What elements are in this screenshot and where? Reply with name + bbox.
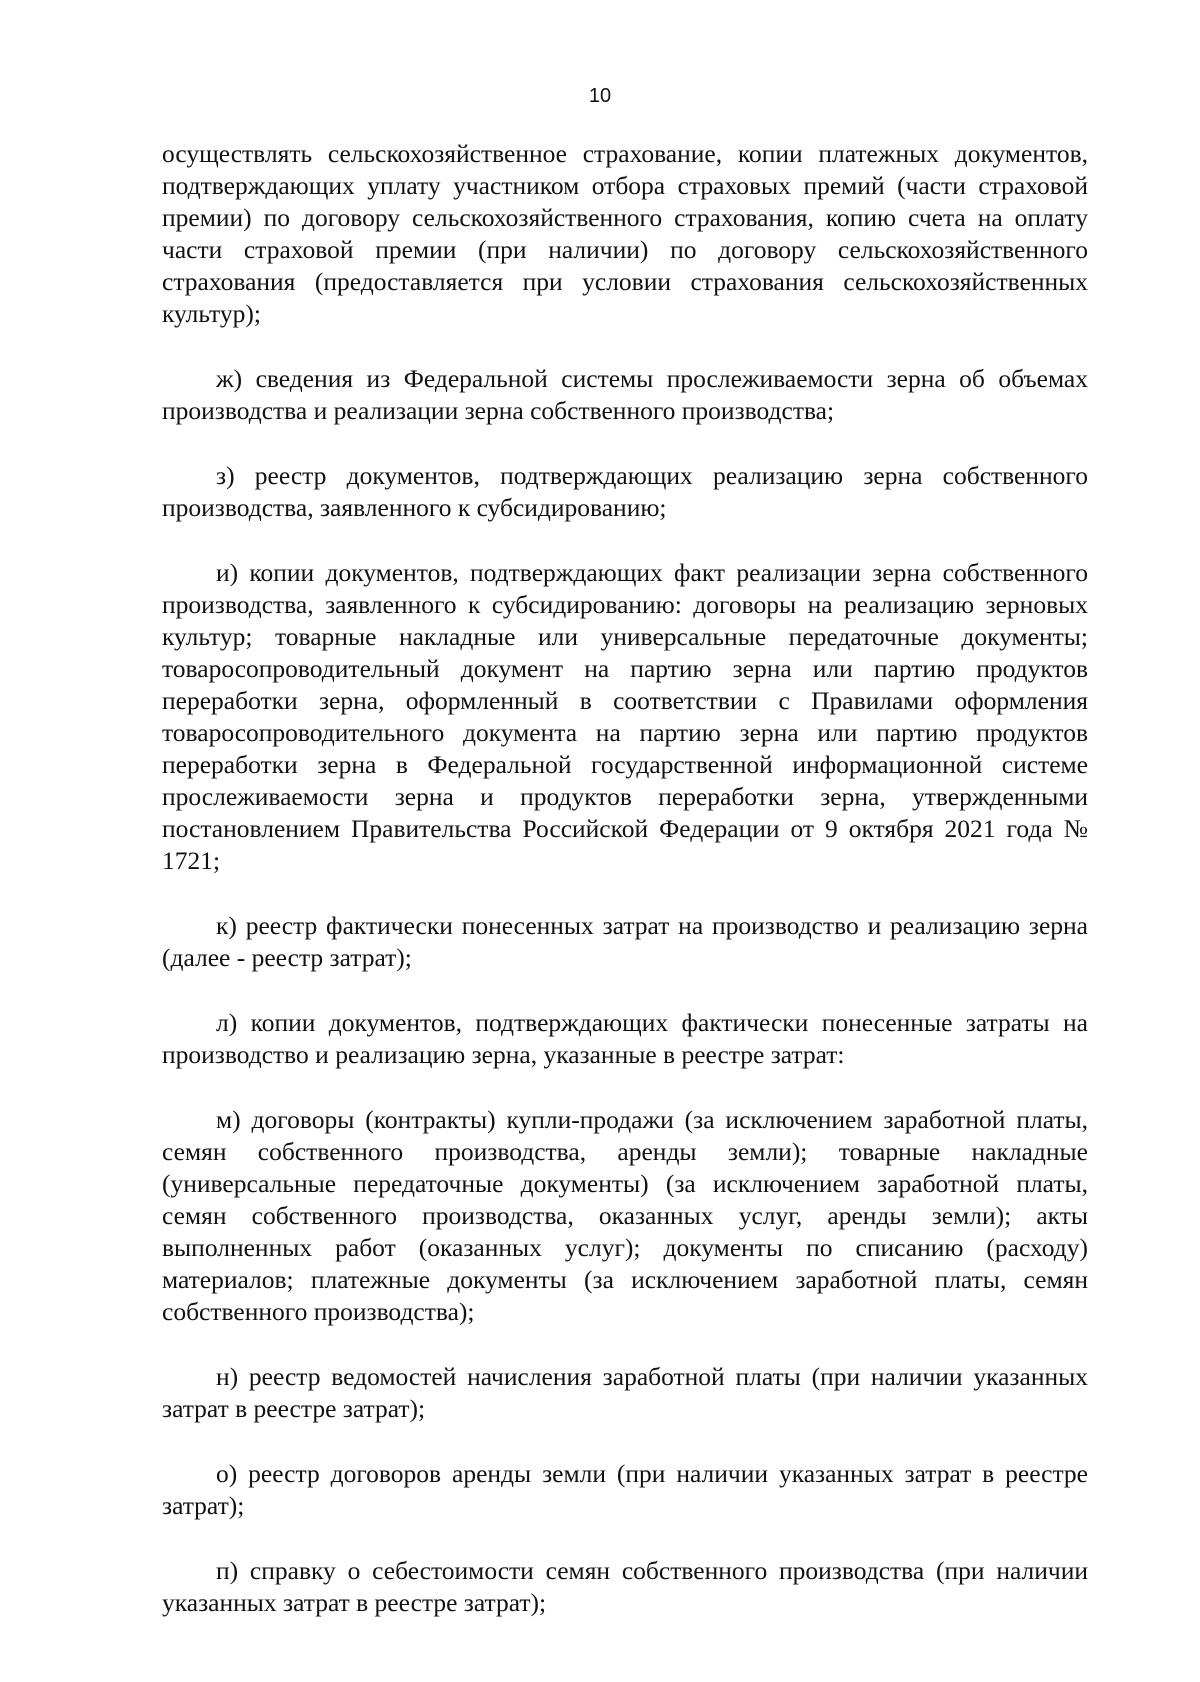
paragraph-item-z: з) реестр документов, подтверждающих реализацию зерна собственного производства, заявленного к субсидированию; (162, 461, 1088, 522)
paragraph-continuation: осуществлять сельскохозяйственное страхование, копии платежных документов, подтверждающих уплату участником отбора страховых премий (части страховой премии) по договору сельскохозяйственного страхования, копию счета на оплату части страховой премии (при наличии) по договору сельскохозяйственного страхования (предоставляется при условии страхования сельскохозяйственных культур); (162, 139, 1088, 328)
paragraph-item-zh: ж) сведения из Федеральной системы прослеживаемости зерна об объемах производства и реализации зерна собственного производства; (162, 364, 1088, 425)
paragraph-item-n: н) реестр ведомостей начисления заработной платы (при наличии указанных затрат в реестре затрат); (162, 1362, 1088, 1423)
paragraph-item-m: м) договоры (контракты) купли-продажи (за исключением заработной платы, семян собственного производства, аренды земли); товарные накладные (универсальные передаточные документы) (за исключением заработной платы, семян собственного производства, оказанных услуг, аренды земли); акты выполненных работ (оказанных услуг); документы по списанию (расходу) материалов; платежные документы (за исключением заработной платы, семян собственного производства); (162, 1105, 1088, 1326)
paragraph-item-i: и) копии документов, подтверждающих факт реализации зерна собственного производства, заявленного к субсидированию: договоры на реализацию зерновых культур; товарные накладные или универсальные передаточные документы; товаросопроводительный документ на партию зерна или партию продуктов переработки зерна, оформленный в соответствии с Правилами оформления товаросопроводительного документа на партию зерна или партию продуктов переработки зерна в Федеральной государственной информационной системе прослеживаемости зерна и продуктов переработки зерна, утвержденными постановлением Правительства Российской Федерации от 9 октября 2021 года № 1721; (162, 558, 1088, 875)
paragraph-item-o: о) реестр договоров аренды земли (при наличии указанных затрат в реестре затрат); (162, 1459, 1088, 1520)
paragraph-item-l: л) копии документов, подтверждающих фактически понесенные затраты на производство и реализацию зерна, указанные в реестре затрат: (162, 1008, 1088, 1069)
page-number: 10 (588, 85, 612, 107)
paragraph-item-p: п) справку о себестоимости семян собственного производства (при наличии указанных затрат в реестре затрат); (162, 1556, 1088, 1617)
paragraph-item-k: к) реестр фактически понесенных затрат на производство и реализацию зерна (далее - реестр затрат); (162, 911, 1088, 972)
document-body (162, 138, 1088, 1652)
